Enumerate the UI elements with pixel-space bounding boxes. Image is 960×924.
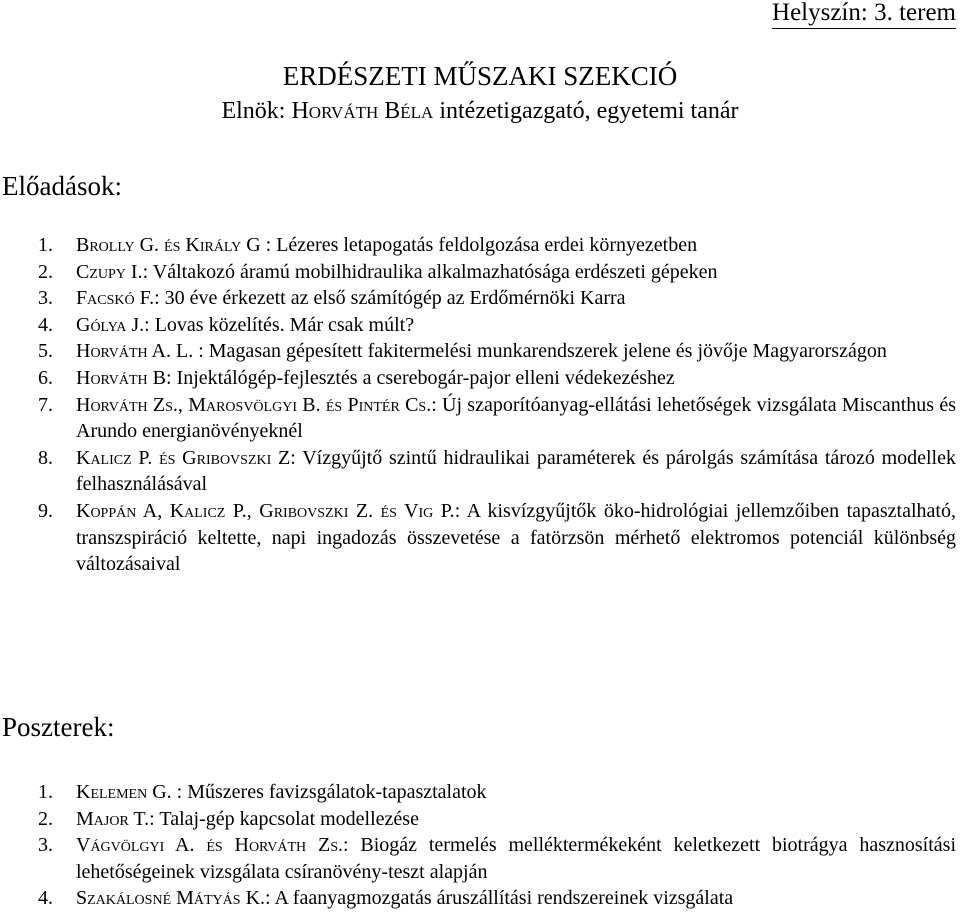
section-title: ERDÉSZETI MŰSZAKI SZEKCIÓ bbox=[282, 61, 678, 91]
item-number: 3. bbox=[38, 834, 53, 857]
posters-heading: Poszterek: bbox=[2, 712, 115, 742]
item-number: 6. bbox=[38, 366, 53, 389]
item-authors: Vágvölgyi A. és Horváth Zs. bbox=[76, 834, 343, 857]
item-authors: Horváth A. L. bbox=[76, 340, 194, 363]
list-item bbox=[38, 832, 956, 885]
item-number: 1. bbox=[38, 781, 53, 803]
item-title: : Váltakozó áramú mobilhidraulika alkalmazhatósága erdészeti gépeken bbox=[142, 260, 718, 283]
item-number: 3. bbox=[38, 287, 53, 310]
item-title: : A faanyagmozgatás áruszállítási rendszereinek vizsgálata bbox=[265, 887, 734, 910]
item-authors: Szakálosné Mátyás K. bbox=[76, 887, 266, 910]
item-text bbox=[76, 779, 956, 806]
list-item bbox=[38, 885, 956, 912]
item-text bbox=[76, 232, 956, 259]
list-item bbox=[38, 259, 956, 286]
list-item bbox=[38, 338, 956, 365]
lectures-heading: Előadások: bbox=[2, 171, 122, 201]
list-item bbox=[38, 232, 956, 259]
list-item bbox=[38, 365, 956, 392]
item-authors: Czupy I. bbox=[76, 260, 143, 283]
item-title: : Lovas közelítés. Már csak múlt? bbox=[144, 313, 415, 336]
list-item bbox=[38, 312, 956, 339]
item-text bbox=[76, 365, 956, 392]
item-text bbox=[76, 392, 956, 445]
list-item bbox=[38, 392, 956, 445]
item-text bbox=[76, 338, 956, 365]
lectures-list bbox=[38, 232, 956, 578]
location-label: Helyszín: 3. terem bbox=[772, 0, 956, 29]
item-title: : Lézeres letapogatás feldolgozása erdei környezetben bbox=[260, 234, 698, 256]
item-authors: Horváth Zs., Marosvölgyi B. és Pintér Cs. bbox=[76, 393, 432, 416]
item-text bbox=[76, 259, 956, 286]
chair-line bbox=[0, 96, 960, 126]
chair-prefix: Elnök: bbox=[221, 98, 292, 124]
item-text bbox=[76, 498, 956, 578]
item-text bbox=[76, 285, 956, 312]
item-authors: Facskó F. bbox=[76, 287, 155, 310]
posters-list bbox=[38, 779, 956, 912]
item-number: 2. bbox=[38, 260, 53, 283]
item-number: 8. bbox=[38, 446, 53, 469]
item-title: : Vízgyűjtő szintű hidraulikai paraméterek és párolgás számítása tározó modellek felhasználásával bbox=[76, 446, 956, 496]
item-text bbox=[76, 885, 956, 912]
item-authors: Koppán A, Kalicz P., Gribovszki Z. és Vig P. bbox=[76, 499, 455, 522]
item-text bbox=[76, 806, 956, 833]
item-authors: Horváth B bbox=[76, 366, 166, 389]
item-text bbox=[76, 312, 956, 339]
item-authors: Kalicz P. és Gribovszki Z bbox=[76, 446, 291, 469]
list-item bbox=[38, 498, 956, 578]
item-number: 5. bbox=[38, 340, 53, 363]
item-title: : Magasan gépesített fakitermelési munkarendszerek jelene és jövője Magyarországon bbox=[193, 340, 887, 363]
list-item bbox=[38, 445, 956, 498]
item-authors: Major T. bbox=[76, 807, 150, 830]
item-title: : 30 éve érkezett az első számítógép az Erdőmérnöki Karra bbox=[154, 287, 626, 310]
item-number: 9. bbox=[38, 499, 53, 522]
item-authors: Gólya J. bbox=[76, 313, 145, 336]
item-title: : Injektálógép-fejlesztés a cserebogár-pajor elleni védekezéshez bbox=[166, 366, 675, 389]
item-authors: Kelemen G. bbox=[76, 781, 172, 803]
item-number: 1. bbox=[38, 234, 53, 256]
list-item bbox=[38, 779, 956, 806]
item-text bbox=[76, 445, 956, 498]
item-title: : Talaj-gép kapcsolat modellezése bbox=[149, 807, 419, 830]
list-item bbox=[38, 806, 956, 833]
item-title: : Új szaporítóanyag-ellátási lehetőségek vizsgálata Miscanthus és Arundo energianövényeknél bbox=[76, 393, 956, 443]
item-authors: Brolly G. és Király G bbox=[76, 234, 261, 256]
item-number: 2. bbox=[38, 807, 53, 830]
item-number: 4. bbox=[38, 887, 53, 910]
item-number: 7. bbox=[38, 393, 53, 416]
item-title: : Biogáz termelés melléktermékeként keletkezett biotrágya hasznosítási lehetőségeinek vizsgálata csíranövény-teszt alapján bbox=[76, 834, 956, 883]
item-title: : A kisvízgyűjtők öko-hidrológiai jellemzőiben tapasztalható, transzspiráció keltette, napi ingadozás összevetése a fatörzsön mérhető elektromos potenciál különbség változásaival bbox=[76, 499, 956, 576]
item-text bbox=[76, 832, 956, 885]
item-number: 4. bbox=[38, 313, 53, 336]
chair-name: Horváth Béla bbox=[291, 98, 434, 124]
item-title: : Műszeres favizsgálatok-tapasztalatok bbox=[171, 781, 487, 803]
chair-suffix: intézetigazgató, egyetemi tanár bbox=[433, 98, 739, 124]
list-item bbox=[38, 285, 956, 312]
